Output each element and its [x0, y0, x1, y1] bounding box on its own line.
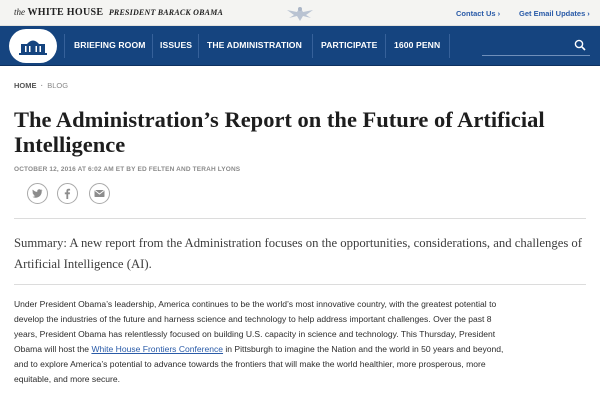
nav-1600-penn[interactable]: 1600 PENN: [394, 40, 441, 50]
search-box: [482, 36, 590, 56]
divider: [14, 284, 586, 285]
nav-briefing-room[interactable]: BRIEFING ROOM: [74, 40, 146, 50]
divider: [14, 218, 586, 219]
twitter-icon: [32, 188, 43, 199]
nav-the-administration[interactable]: THE ADMINISTRATION: [207, 40, 302, 50]
breadcrumb-separator: ·: [40, 81, 44, 90]
white-house-logo[interactable]: [9, 29, 57, 63]
email-updates-label: Get Email Updates: [519, 9, 586, 18]
page-title: The Administration’s Report on the Future of Artificial Intelligence: [14, 107, 545, 157]
body-text-continued: in Pittsburgh to imagine the Nation and the world in 50 years and beyond, and to explore America’s potential to advance towards the frontiers that will make the world healthier, more prosperous, more equitable, and more secure.: [14, 344, 504, 385]
article-summary: Summary: A new report from the Administration focuses on the opportunities, considerations, and challenges of Artificial Intelligence (AI).: [14, 236, 583, 271]
search-icon[interactable]: [574, 39, 586, 51]
nav-divider: [312, 34, 313, 58]
chevron-right-icon: ›: [587, 9, 590, 18]
nav-issues[interactable]: ISSUES: [160, 40, 193, 50]
body-text: Under President Obama’s leadership, America continues to be the world’s most innovative country, with the greatest potential to develop the industries of the future and harness science and technology to help address important challenges. Over the past 8 years, President Obama has relentlessly focused on building U.S. capacity in science and technology. This Thursday, President Obama will host the: [14, 299, 497, 355]
brand-name: WHITE HOUSE: [27, 7, 104, 18]
contact-us-link[interactable]: [456, 9, 500, 18]
article-meta: OCTOBER 12, 2016 AT 6:02 AM ET BY ED FELTEN AND TERAH LYONS: [14, 166, 241, 173]
nav-divider: [449, 34, 450, 58]
nav-divider: [385, 34, 386, 58]
article-body: [14, 297, 514, 388]
email-icon: [94, 188, 105, 199]
nav-participate[interactable]: PARTICIPATE: [321, 40, 378, 50]
share-facebook-button[interactable]: [57, 183, 78, 204]
brand-president: PRESIDENT BARACK OBAMA: [108, 8, 224, 17]
nav-divider: [198, 34, 199, 58]
site-brand[interactable]: [14, 7, 223, 18]
chevron-right-icon: ›: [497, 9, 501, 18]
share-email-button[interactable]: [89, 183, 110, 204]
frontiers-conference-link[interactable]: White House Frontiers Conference: [91, 344, 224, 355]
share-twitter-button[interactable]: [27, 183, 48, 204]
nav-divider: [64, 34, 65, 58]
breadcrumb-blog[interactable]: BLOG: [47, 81, 69, 90]
top-strip: [0, 0, 600, 26]
nav-divider: [152, 34, 153, 58]
email-updates-link[interactable]: [519, 9, 590, 18]
brand-the: the: [14, 7, 25, 17]
breadcrumb: [14, 81, 68, 90]
white-house-building-icon: [18, 35, 48, 57]
search-input[interactable]: [482, 38, 572, 56]
facebook-icon: [62, 188, 73, 199]
contact-us-label: Contact Us: [456, 9, 496, 18]
breadcrumb-home[interactable]: HOME: [14, 81, 37, 90]
eagle-icon: [285, 4, 315, 22]
main-nav: [0, 26, 600, 66]
